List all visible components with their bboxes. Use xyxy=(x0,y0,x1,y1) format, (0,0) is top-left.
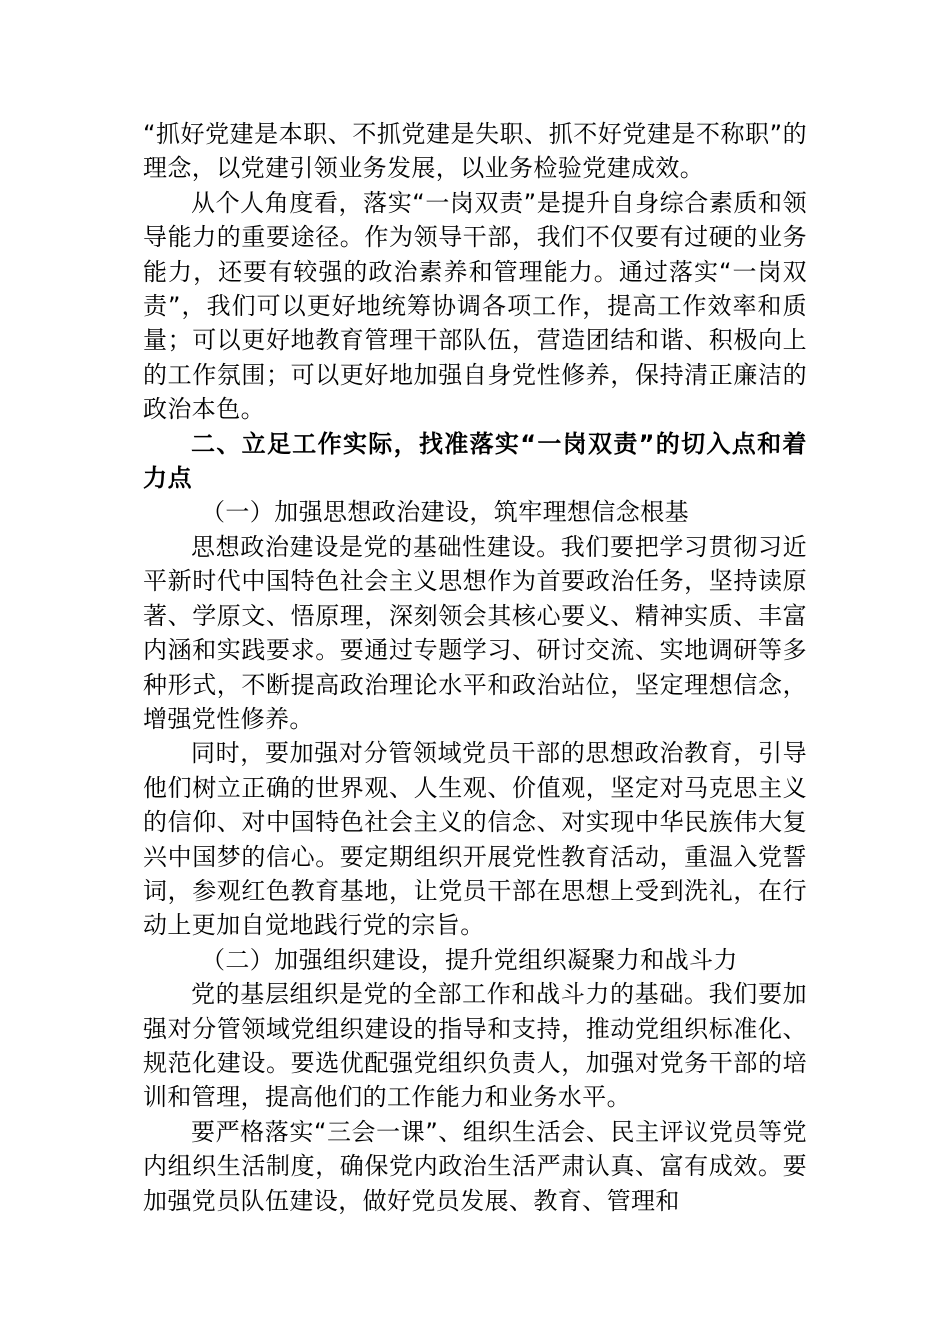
paragraph-grassroots-organization: 党的基层组织是党的全部工作和战斗力的基础。我们要加强对分管领域党组织建设的指导和支持，推动党组织标准化、规范化建设。要选优配强党组织负责人，加强对党务干部的培训和管理，提高他们的工作能力和业务水平。 xyxy=(143,980,807,1112)
paragraph-organizational-life: 要严格落实“三会一课”、组织生活会、民主评议党员等党内组织生活制度，确保党内政治生活严肃认真、富有成效。要加强党员队伍建设，做好党员发展、教育、管理和 xyxy=(143,1117,807,1215)
section-heading-two: 二、立足工作实际，找准落实“一岗双责”的切入点和着力点 xyxy=(143,429,807,493)
document-body xyxy=(143,117,807,1218)
paragraph-ideological-education: 同时，要加强对分管领域党员干部的思想政治教育，引导他们树立正确的世界观、人生观、价值观，坚定对马克思主义的信仰、对中国特色社会主义的信念、对实现中华民族伟大复兴中国梦的信心。要定期组织开展党性教育活动，重温入党誓词，参观红色教育基地，让党员干部在思想上受到洗礼，在行动上更加自觉地践行党的宗旨。 xyxy=(143,739,807,940)
paragraph-continuation: “抓好党建是本职、不抓党建是失职、抓不好党建是不称职”的理念，以党建引领业务发展，以业务检验党建成效。 xyxy=(143,120,807,183)
paragraph-ideological-building: 思想政治建设是党的基础性建设。我们要把学习贯彻习近平新时代中国特色社会主义思想作为首要政治任务，坚持读原著、学原文、悟原理，深刻领会其核心要义、精神实质、丰富内涵和实践要求。要通过专题学习、研讨交流、实地调研等多种形式，不断提高政治理论水平和政治站位，坚定理想信念，增强党性修养。 xyxy=(143,532,807,733)
subheading-organization-building: （二）加强组织建设，提升党组织凝聚力和战斗力 xyxy=(201,945,738,974)
subheading-ideological-political: （一）加强思想政治建设，筑牢理想信念根基 xyxy=(201,498,689,527)
paragraph-personal-perspective: 从个人角度看，落实“一岗双责”是提升自身综合素质和领导能力的重要途径。作为领导干部，我们不仅要有过硬的业务能力，还要有较强的政治素养和管理能力。通过落实“一岗双责”，我们可以更好地统筹协调各项工作，提高工作效率和质量；可以更好地教育管理干部队伍，营造团结和谐、积极向上的工作氛围；可以更好地加强自身党性修养，保持清正廉洁的政治本色。 xyxy=(143,188,807,424)
